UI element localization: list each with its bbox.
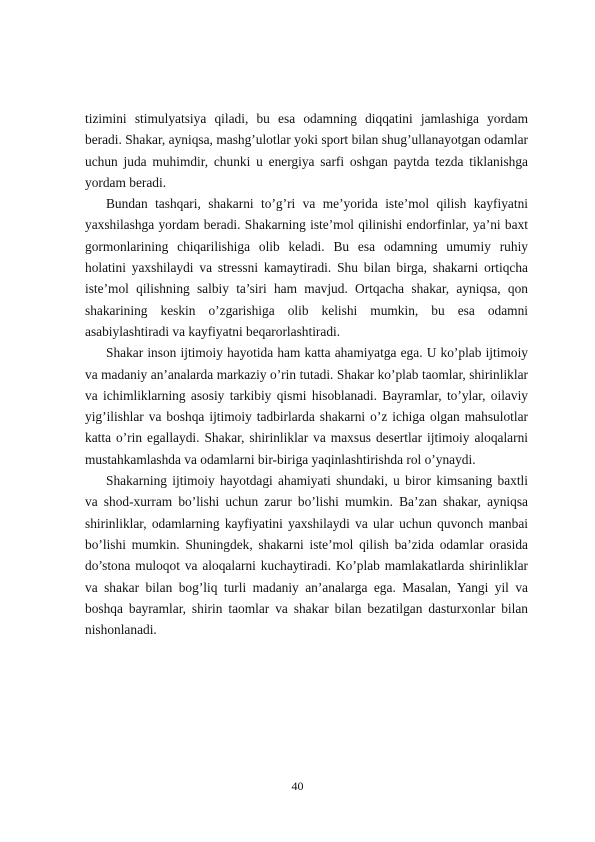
paragraph-4: Shakarning ijtimoiy hayotdagi ahamiyati shundaki, u biror kimsaning baxtli va shod-xurram bo’lishi uchun zarur bo’lishi mumkin. Ba’zan shakar, ayniqsa shirinliklar, odamlarning kayfiyatini yaxshilaydi va ular uchun quvonch manbai bo’lishi mumkin. Shuningdek, shakarni iste’mol qilish ba’zida odamlar orasida do’stona muloqot va aloqalarni kuchaytiradi. Ko’plab mamlakatlarda shirinliklar va shakar bilan bog’liq turli madaniy an’analarga ega. Masalan, Yangi yil va boshqa bayramlar, shirin taomlar va shakar bilan bezatilgan dasturxonlar bilan nishonlanadi. bbox=[85, 473, 528, 638]
page-number: 40 bbox=[291, 779, 304, 793]
paragraph-2: Bundan tashqari, shakarni to’g’ri va me’yorida iste’mol qilish kayfiyatni yaxshilashga yordam beradi. Shakarning iste’mol qilinishi endorfinlar, ya’ni baxt gormonlarining chiqarilishiga olib keladi. Bu esa odamning umumiy ruhiy holatini yaxshilaydi va stressni kamaytiradi. Shu bilan birga, shakarni ortiqcha iste’mol qilishning salbiy ta’siri ham mavjud. Ortqacha shakar, ayniqsa, qon shakarining keskin o’zgarishiga olib kelishi mumkin, bu esa odamni asabiylashtiradi va kayfiyatni beqarorlashtiradi. bbox=[85, 196, 528, 339]
paragraph-1: tizimini stimulyatsiya qiladi, bu esa odamning diqqatini jamlashiga yordam beradi. Shakar, ayniqsa, mashg’ulotlar yoki sport bilan shug’ullanayotgan odamlar uchun juda muhimdir, chunki u energiya sarfi oshgan paytda tezda tiklanishga yordam beradi. bbox=[85, 111, 528, 190]
body-text bbox=[85, 108, 528, 640]
paragraph-3: Shakar inson ijtimoiy hayotida ham katta ahamiyatga ega. U ko’plab ijtimoiy va madaniy an’analarda markaziy o’rin tutadi. Shakar ko’plab taomlar, shirinliklar va ichimliklarning asosiy tarkibiy qismi hisoblanadi. Bayramlar, to’ylar, oilaviy yig’ilishlar va boshqa ijtimoiy tadbirlarda shakarni o’z ichiga olgan mahsulotlar katta o’rin egallaydi. Shakar, shirinliklar va maxsus desertlar ijtimoiy aloqalarni mustahkamlashda va odamlarni bir-biriga yaqinlashtirishda rol o’ynaydi. bbox=[85, 345, 528, 467]
